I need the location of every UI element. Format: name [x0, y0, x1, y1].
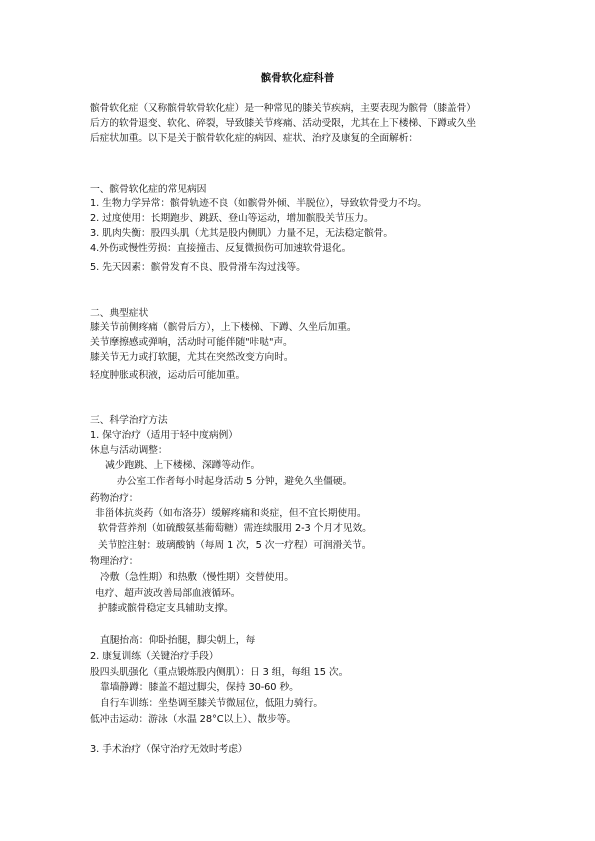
symptom-item: 关节摩擦感或弹响，活动时可能伴随"咔哒"声。: [90, 337, 293, 348]
treatment-line: 休息与活动调整：: [90, 445, 168, 456]
intro-paragraph: [90, 101, 508, 146]
section-heading-treatment: 三、科学治疗方法: [90, 415, 168, 426]
treatment-line: 办公室工作者每小时起身活动 5 分钟，避免久坐僵硬。: [117, 476, 353, 487]
intro-line: 后症状加重。以下是关于髌骨软化症的病因、症状、治疗及康复的全面解析：: [90, 133, 418, 144]
symptom-item: 膝关节前侧疼痛（髌骨后方），上下楼梯、下蹲、久坐后加重。: [90, 322, 357, 333]
treatment-line: 低冲击运动：游泳（水温 28°C以上）、散步等。: [90, 714, 297, 725]
treatment-line: 1. 保守治疗（适用于轻中度病例）: [90, 430, 238, 441]
cause-item: 4.外伤或慢性劳损：直接撞击、反复微损伤可加速软骨退化。: [90, 243, 352, 254]
treatment-line: 减少跑跳、上下楼梯、深蹲等动作。: [105, 460, 261, 471]
treatment-line: 冷敷（急性期）和热敷（慢性期）交替使用。: [100, 572, 294, 583]
treatment-line: 股四头肌强化（重点锻炼股内侧肌）：日 3 组，每组 15 次。: [90, 667, 349, 678]
treatment-line: 靠墙静蹲：膝盖不超过脚尖，保持 30-60 秒。: [100, 682, 299, 693]
intro-line: 后方的软骨退变、软化、碎裂，导致膝关节疼痛、活动受限，尤其在上下楼梯、下蹲或久坐: [90, 118, 476, 129]
treatment-line: 3. 手术治疗（保守治疗无效时考虑）: [90, 744, 248, 755]
treatment-line: 直腿抬高：仰卧抬腿，脚尖朝上，每: [100, 635, 256, 646]
page-title: 髌骨软化症科普: [260, 72, 335, 84]
section-heading-causes: 一、髌骨软化症的常见病因: [90, 184, 207, 195]
treatment-line: 药物治疗：: [90, 493, 139, 504]
treatment-line: 软骨营养剂（如硫酸氨基葡萄糖）需连续服用 2-3 个月才见效。: [98, 523, 372, 534]
cause-item: 1. 生物力学异常：髌骨轨迹不良（如髌骨外倾、半脱位），导致软骨受力不均。: [90, 198, 427, 209]
cause-item: 3. 肌肉失衡：股四头肌（尤其是股内侧肌）力量不足，无法稳定髌骨。: [90, 228, 394, 239]
intro-line: 髌骨软化症（又称髌骨软骨软化症）是一种常见的膝关节疾病，主要表现为髌骨（膝盖骨）: [90, 103, 476, 114]
treatment-line: 关节腔注射：玻璃酸钠（每周 1 次，5 次一疗程）可润滑关节。: [98, 540, 372, 551]
symptom-item: 轻度肿胀或积液，运动后可能加重。: [90, 370, 246, 381]
cause-item: 5. 先天因素：髌骨发育不良、股骨滑车沟过浅等。: [90, 262, 306, 273]
symptom-item: 膝关节无力或打软腿，尤其在突然改变方向时。: [90, 352, 294, 363]
treatment-line: 物理治疗：: [90, 556, 139, 567]
cause-item: 2. 过度使用：长期跑步、跳跃、登山等运动，增加髌股关节压力。: [90, 213, 374, 224]
treatment-line: 2. 康复训练（关键治疗手段）: [90, 651, 219, 662]
treatment-line: 自行车训练：坐垫调至膝关节微屈位，低阻力骑行。: [100, 698, 324, 709]
treatment-line: 非甾体抗炎药（如布洛芬）缓解疼痛和炎症，但不宜长期使用。: [95, 508, 367, 519]
treatment-line: 电疗、超声波改善局部血液循环。: [95, 588, 241, 599]
treatment-line: 护膝或髌骨稳定支具辅助支撑。: [98, 603, 234, 614]
section-heading-symptoms: 二、典型症状: [90, 308, 149, 319]
